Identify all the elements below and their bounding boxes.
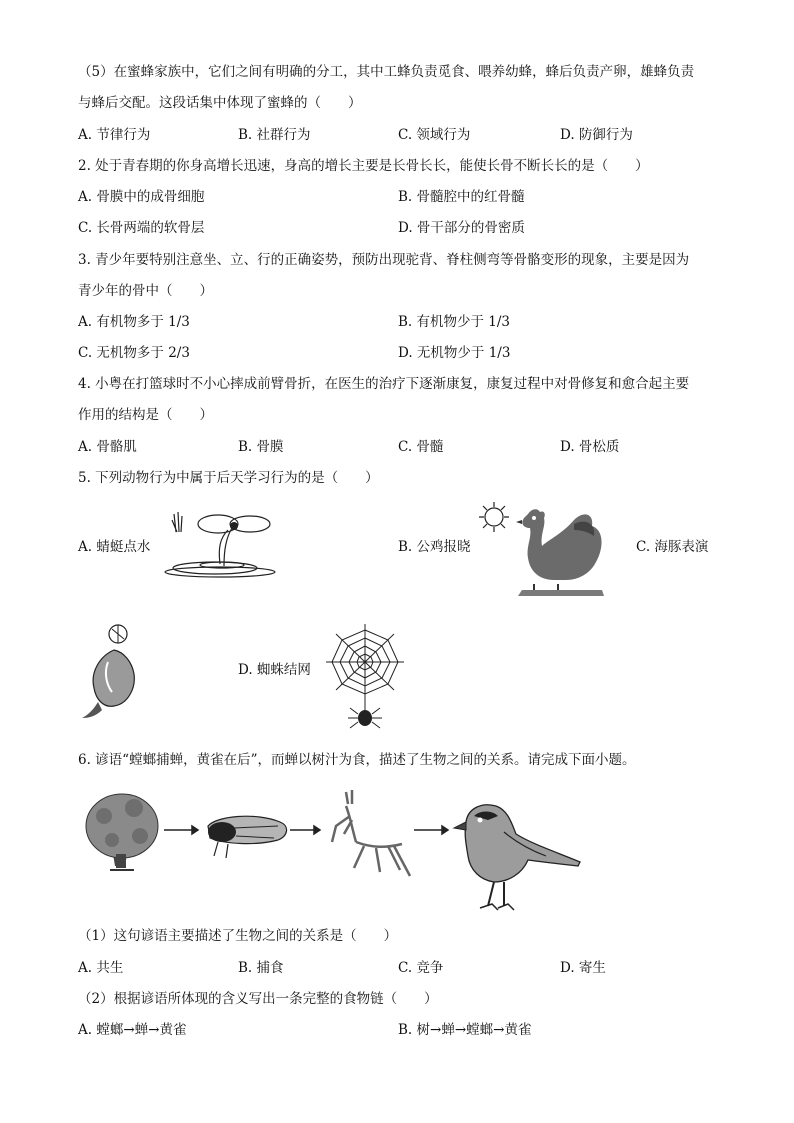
mantis-icon xyxy=(332,790,410,876)
sparrow-icon xyxy=(454,805,580,910)
option-a: A. 骨膜中的成骨细胞 xyxy=(78,189,205,205)
option-a: A. 有机物多于 1/3 xyxy=(78,314,190,330)
question-6-sub1-stem: （1）这句谚语主要描述了生物之间的关系是（ ） xyxy=(78,928,398,944)
option-b: B. 有机物少于 1/3 xyxy=(398,314,511,330)
option-b: B. 公鸡报晓 xyxy=(398,539,471,555)
option-b: B. 捕食 xyxy=(238,960,284,976)
arrow-icon xyxy=(290,826,320,834)
option-b: B. 骨髓腔中的红骨髓 xyxy=(398,189,525,205)
option-b: B. 树→蝉→螳螂→黄雀 xyxy=(398,1022,532,1038)
option-b: B. 骨膜 xyxy=(238,439,284,455)
question-5-bee-stem-line1: （5）在蜜蜂家族中，它们之间有明确的分工，其中工蜂负责觅食、喂养幼蜂，蜂后负责产卵，雄蜂负责 xyxy=(78,64,695,80)
spider-web-image xyxy=(322,622,408,734)
option-a: A. 蜻蜓点水 xyxy=(78,539,151,555)
option-b: B. 社群行为 xyxy=(238,127,311,143)
option-d: D. 无机物少于 1/3 xyxy=(398,345,511,361)
question-4-stem-line2: 作用的结构是（ ） xyxy=(78,407,213,423)
option-c: C. 长骨两端的软骨层 xyxy=(78,220,205,236)
option-a: A. 节律行为 xyxy=(78,127,151,143)
option-c: C. 海豚表演 xyxy=(636,539,709,555)
question-3-stem-line2: 青少年的骨中（ ） xyxy=(78,283,213,299)
option-c: C. 领域行为 xyxy=(398,127,471,143)
question-3-stem-line1: 3. 青少年要特别注意坐、立、行的正确姿势，预防出现驼背、脊柱侧弯等骨骼变形的现象，主要是因为 xyxy=(78,252,690,268)
question-2-stem: 2. 处于青春期的你身高增长迅速，身高的增长主要是长骨长长，能使长骨不断长长的是（ ） xyxy=(78,158,649,174)
cicada-icon xyxy=(208,816,287,858)
option-c: C. 骨髓 xyxy=(398,439,444,455)
rooster-image xyxy=(474,500,614,600)
question-6-stem: 6. 谚语“螳螂捕蝉，黄雀在后”，而蝉以树汁为食，描述了生物之间的关系。请完成下面小题。 xyxy=(78,752,636,768)
question-6-sub2-stem: （2）根据谚语所体现的含义写出一条完整的食物链（ ） xyxy=(78,991,438,1007)
option-d: D. 骨干部分的骨密质 xyxy=(398,220,525,236)
question-5-bee-stem-line2: 与蜂后交配。这段话集中体现了蜜蜂的（ ） xyxy=(78,95,362,111)
option-a: A. 螳螂→蝉→黄雀 xyxy=(78,1022,187,1038)
option-c: C. 无机物多于 2/3 xyxy=(78,345,190,361)
option-c: C. 竞争 xyxy=(398,960,444,976)
question-4-stem-line1: 4. 小粤在打篮球时不小心摔成前臂骨折，在医生的治疗下逐渐康复，康复过程中对骨修复和愈合起主要 xyxy=(78,376,690,392)
option-a: A. 骨骼肌 xyxy=(78,439,137,455)
tree-icon xyxy=(86,794,158,870)
option-a: A. 共生 xyxy=(78,960,124,976)
question-5-stem: 5. 下列动物行为中属于后天学习行为的是（ ） xyxy=(78,470,379,486)
arrow-icon xyxy=(164,826,198,834)
arrow-icon xyxy=(414,826,448,834)
dolphin-show-image xyxy=(78,622,150,722)
food-chain-image xyxy=(84,786,584,914)
option-d: D. 骨松质 xyxy=(560,439,620,455)
option-d: D. 蜘蛛结网 xyxy=(238,662,311,678)
dragonfly-image xyxy=(160,510,280,578)
option-d: D. 寄生 xyxy=(560,960,606,976)
option-d: D. 防御行为 xyxy=(560,127,633,143)
